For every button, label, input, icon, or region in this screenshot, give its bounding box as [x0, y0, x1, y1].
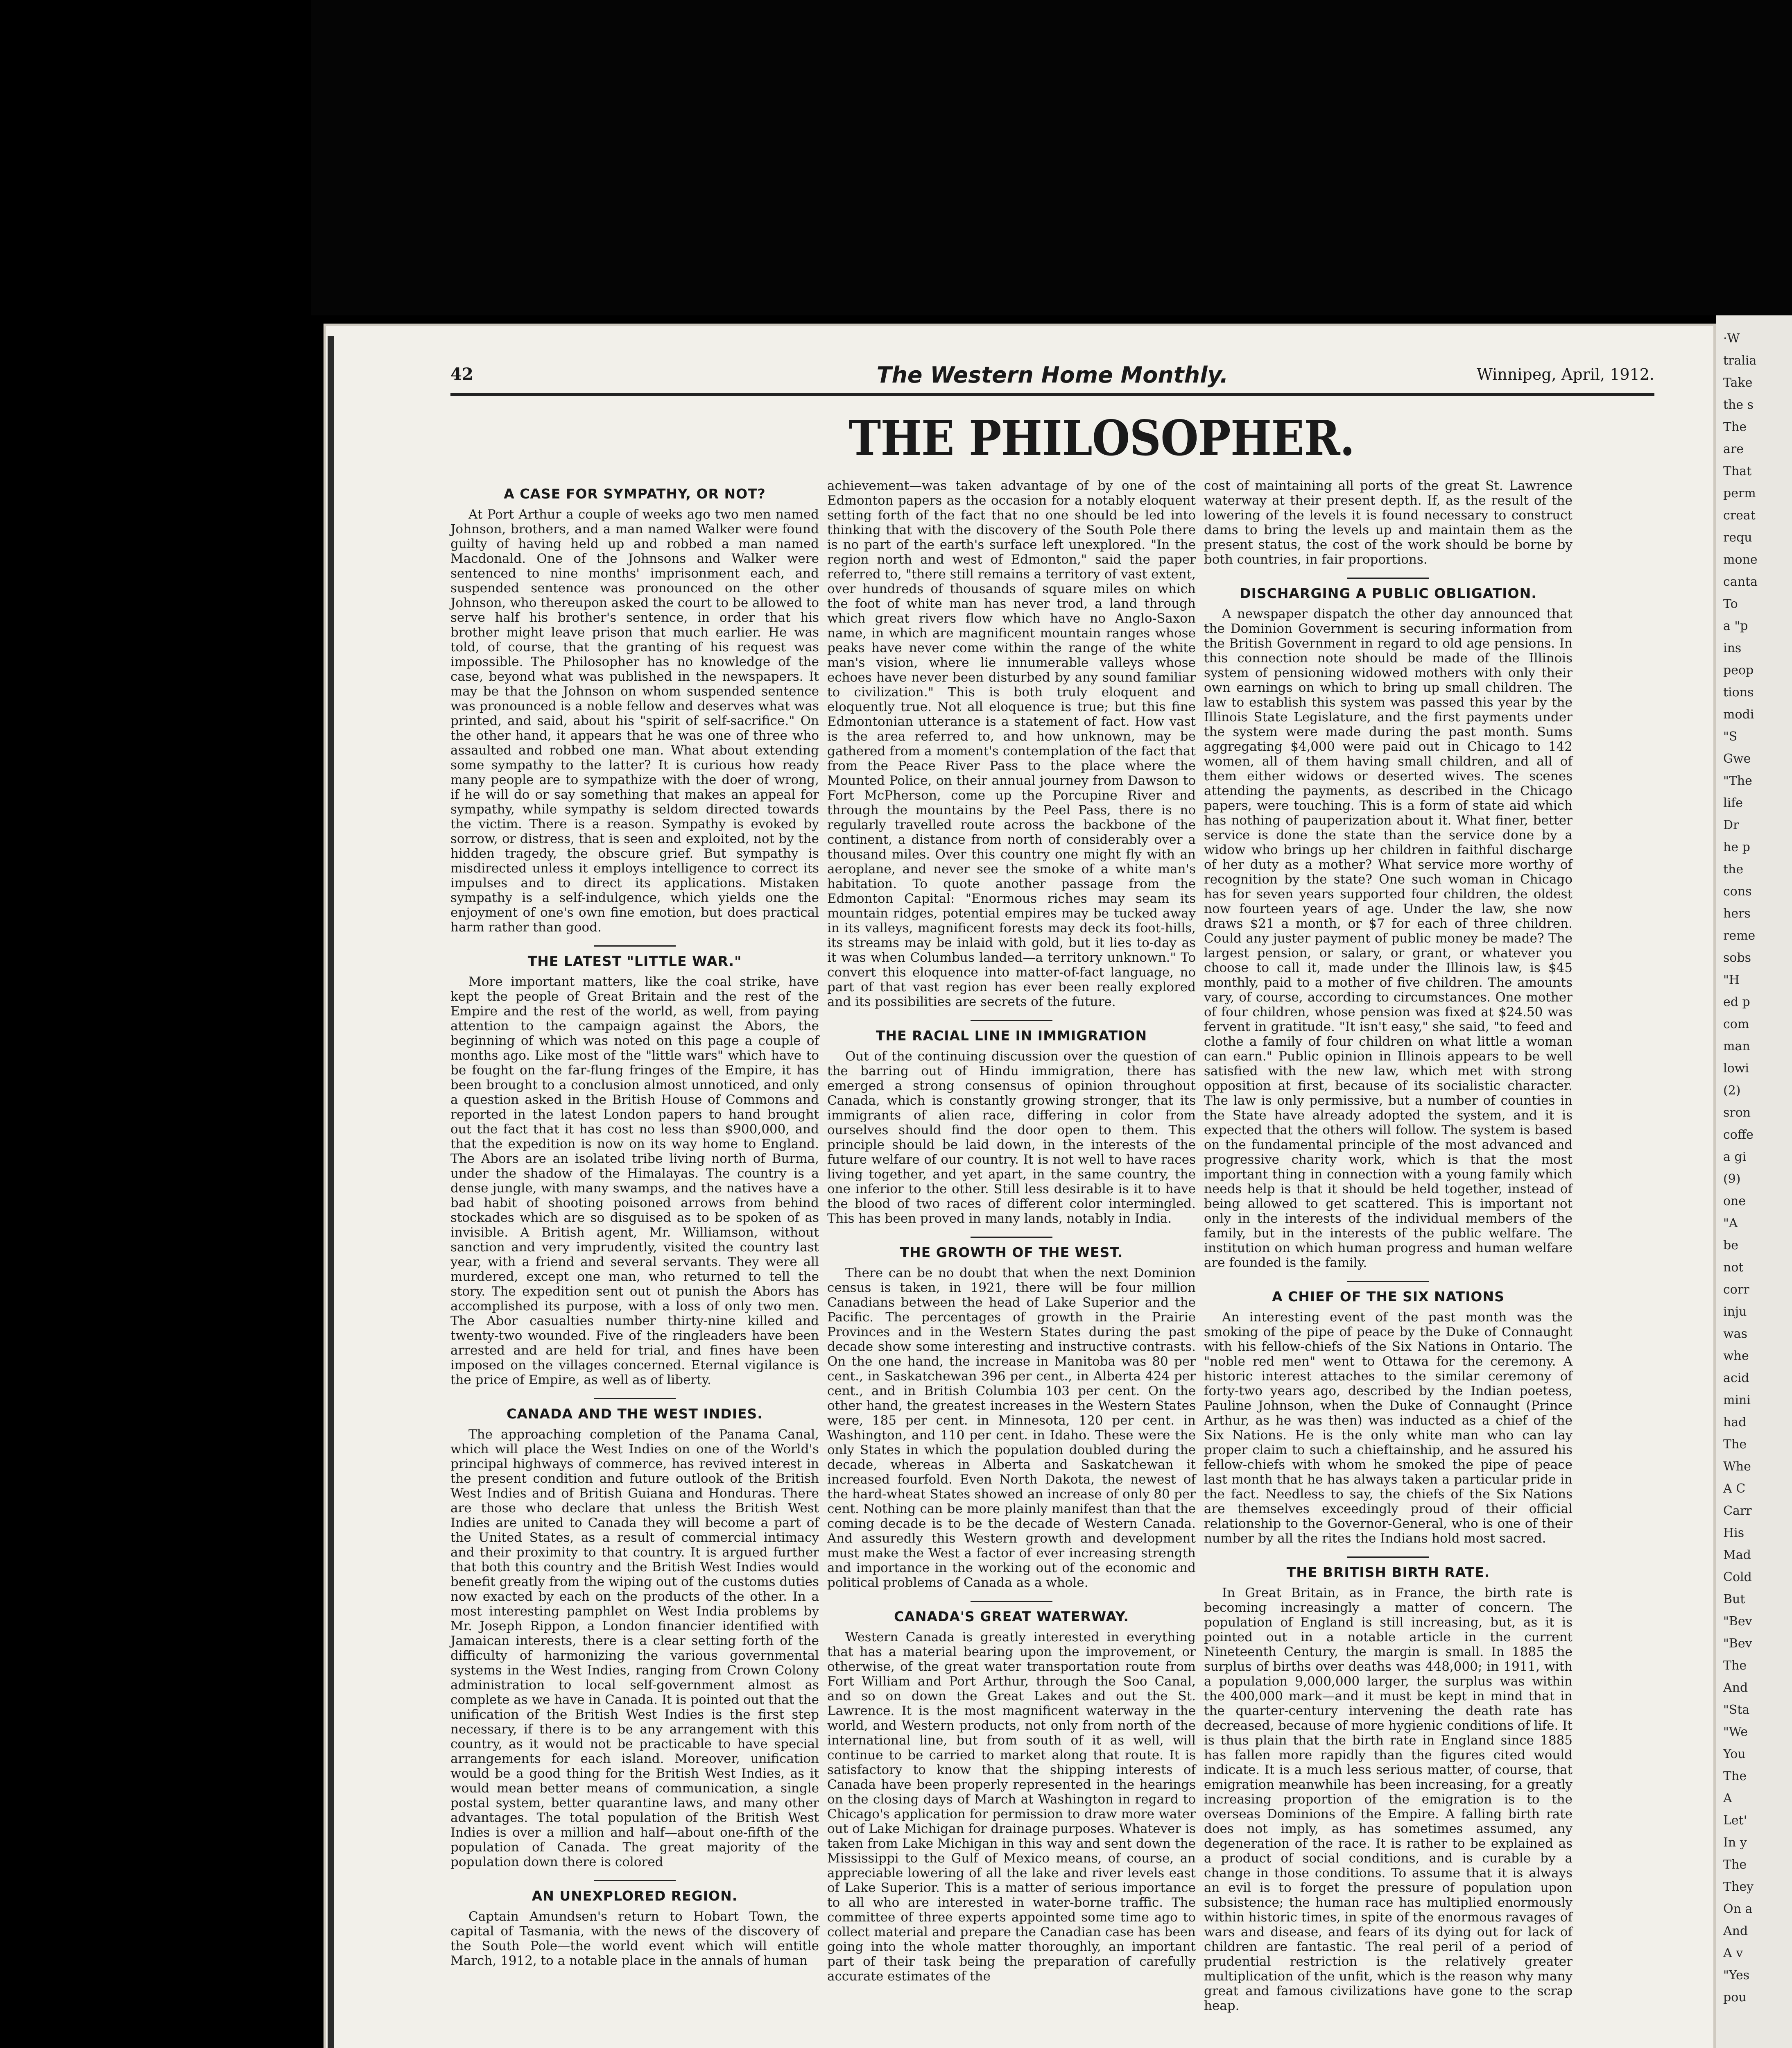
section-rule	[971, 1237, 1052, 1238]
adjacent-text-fragment: inju	[1723, 1305, 1747, 1319]
adjacent-text-fragment: The	[1723, 1658, 1747, 1673]
adjacent-text-fragment: not	[1723, 1260, 1744, 1275]
section-rule	[594, 1880, 676, 1881]
adjacent-page-fragment	[1716, 315, 1792, 2048]
adjacent-text-fragment: the s	[1723, 398, 1754, 412]
adjacent-text-fragment: corr	[1723, 1282, 1749, 1297]
section-rule	[1347, 578, 1429, 579]
adjacent-text-fragment: The	[1723, 1769, 1747, 1783]
section-rule	[594, 1398, 676, 1399]
adjacent-text-fragment: Dr	[1723, 818, 1739, 832]
issue-date: Winnipeg, April, 1912.	[1476, 365, 1654, 383]
adjacent-text-fragment: com	[1723, 1017, 1749, 1031]
adjacent-text-fragment: Gwe	[1723, 752, 1751, 766]
section-heading: AN UNEXPLORED REGION.	[532, 1888, 738, 1904]
adjacent-text-fragment: His	[1723, 1526, 1744, 1540]
adjacent-text-fragment: "We	[1723, 1725, 1748, 1739]
adjacent-text-fragment: be	[1723, 1238, 1738, 1253]
article-paragraph: More important matters, like the coal strike, have kept the people of Great Britain and the rest of the Empire and the rest of the world, as well, from paying attention to the campaign against the Abors, the beginning of which was noted on this page a couple of months ago. Like most of the "little wars" which have to be fought on the far-flung fringes of the Empire, it has been brought to a conclusion almost unnoticed, and only a question asked in the British House of Commons and reported in the latest London papers to hand brought out the fact that it has cost no less than $900,000, and that the expedition is now on its way home to England. The Abors are an isolated tribe living north of Burma, under the shadow of the Himalayas. The country is a dense jungle, with many swamps, and the natives have a bad habit of shooting poisoned arrows from behind stockades which are so disguised as to be spoken of as invisible. A British agent, Mr. Williamson, without sanction and very imprudently, visited the country last year, with a friend and several servants. They were all murdered, except one man, who returned to tell the story. The expedition sent out ot punish the Abors has accomplished its purpose, with a loss of only two men. The Abor casualties number thirty-nine killed and twenty-two wounded. Five of the ringleaders have been arrested and are held for trial, and fines have been imposed on the villages concerned. Eternal vigilance is the price of Empire, as well as of liberty.	[450, 974, 819, 1387]
article-paragraph: In Great Britain, as in France, the birth rate is becoming increasingly a matter of concern. The population of England is still increasing, but, as it is pointed out in a notable article in the current Nineteenth Century, the margin is small. In 1885 the surplus of births over deaths was 448,000; in 1911, with a population 9,000,000 larger, the surplus was within the 400,000 mark—and it must be kept in mind that in the quarter-century intervening the death rate has decreased, because of more hygienic conditions of life. It is thus plain that the birth rate in England since 1885 has fallen more rapidly than the figures cited would indicate. It is a much less serious matter, of course, that emigration meanwhile has been increasing, for a greatly increasing proportion of the emigration is to the overseas Dominions of the Empire. A falling birth rate does not imply, as has sometimes assumed, any degeneration of the race. It is rather to be explained as a product of social conditions, and is curable by a change in those conditions. To assume that it is always an evil is to forget the pressure of population upon subsistence; the human race has multiplied enormously within historic times, in spite of the enormous ravages of wars and disease, and fears of its dying out for lack of children are fantastic. The real peril of a period of prudential restriction is the relatively greater multiplication of the unfit, which is the reason why many great and famous civilizations have gone to the scrap heap.	[1204, 1586, 1573, 2013]
adjacent-text-fragment: A	[1723, 1791, 1732, 1806]
article-paragraph: An interesting event of the past month was the smoking of the pipe of peace by the Duke of Connaught with his fellow-chiefs of the Six Nations in Ontario. The "noble red men" went to Ottawa for the ceremony. A historic interest attaches to the similar ceremony of forty-two years ago, described by the Indian poetess, Pauline Johnson, when the Duke of Connaught (Prince Arthur, as he was then) was inducted as a chief of the Six Nations. He is the only white man who can lay proper claim to such a chieftainship, and he assured his fellow-chiefs with whom he smoked the pipe of peace last month that he has always taken a particular pride in the fact. Needless to say, the chiefs of the Six Nations are themselves exceedingly proud of their official relationship to the Governor-General, who is one of their number by all the rites the Indians hold most sacred.	[1204, 1310, 1573, 1546]
column-1	[450, 479, 819, 1968]
article-paragraph: achievement—was taken advantage of by one of the Edmonton papers as the occasion for a notably eloquent setting forth of the fact that no one should be led into thinking that with the discovery of the South Pole there is no part of the earth's surface left unexplored. "In the region north and west of Edmonton," said the paper referred to, "there still remains a territory of vast extent, over hundreds of thousands of square miles on which the foot of white man has never trod, a land through which great rivers flow which have no Anglo-Saxon name, in which are magnificent mountain ranges whose peaks have never come within the range of the white man's vision, where lie innumerable valleys whose echoes have never been disturbed by any sound familiar to civilization." This is both truly eloquent and eloquently true. Not all eloquence is true; but this fine Edmontonian utterance is a statement of fact. How vast is the area referred to, and how unknown, may be gathered from a moment's contemplation of the fact that from the Peace River Pass to the place where the Mounted Police, on their annual journey from Dawson to Fort McPherson, come up the Porcupine River and through the mountains by the Peel Pass, there is no regularly travelled route across the backbone of the continent, a distance from north of considerably over a thousand miles. Over this country one might fly with an aeroplane, and never see the smoke of a white man's habitation. To quote another passage from the Edmonton Capital: "Enormous riches may seam its mountain ridges, potential empires may be tucked away in its valleys, magnificent forests may deck its foot-hills, its streams may be inlaid with gold, but it lies to-day as it was when Columbus landed—a territory unknown." To convert this eloquence into matter-of-fact language, no part of that vast region has ever been really explored and its possibilities are secrets of the future.	[827, 478, 1196, 1009]
article-paragraph: At Port Arthur a couple of weeks ago two men named Johnson, brothers, and a man named Walker were found guilty of having held up and robbed a man named Macdonald. One of the Johnsons and Walker were sentenced to nine months' imprisonment each, and suspended sentence was pronounced on the other Johnson, who thereupon asked the court to be allowed to serve half his brother's sentence, in order that his brother might leave prison that much earlier. He was told, of course, that the granting of his request was impossible. The Philosopher has no knowledge of the case, beyond what was published in the newspapers. It may be that the Johnson on whom suspended sentence was pronounced is a noble fellow and deserves what was printed, and said, about his "spirit of self-sacrifice." On the other hand, it appears that he was one of three who assaulted and robbed one man. What about extending some sympathy to the latter? It is curious how ready many people are to sympathize with the doer of wrong, if he will do or say something that makes an appeal for sympathy, while sympathy is seldom directed towards the victim. There is a reason. Sympathy is evoked by sorrow, or distress, that is seen and exploited, not by the hidden tragedy, the obscure grief. But sympathy is misdirected unless it employs intelligence to correct its impulses and to direct its applications. Mistaken sympathy is a self-indulgence, which yields one the enjoyment of one's own fine emotion, but does practical harm rather than good.	[450, 507, 819, 935]
adjacent-text-fragment: ins	[1723, 641, 1742, 655]
adjacent-text-fragment: Mad	[1723, 1548, 1751, 1562]
adjacent-text-fragment: sobs	[1723, 951, 1751, 965]
adjacent-text-fragment: Cold	[1723, 1570, 1752, 1584]
adjacent-text-fragment: whe	[1723, 1349, 1749, 1363]
adjacent-text-fragment: a "p	[1723, 619, 1748, 633]
article-paragraph: Western Canada is greatly interested in everything that has a material bearing upon the improvement, or otherwise, of the great water transportation route from Fort William and Port Arthur, through the Soo Canal, and so on down the Great Lakes and out the St. Lawrence. It is the most magnificent waterway in the world, and Western products, not only from north of the international line, but from south of it as well, will continue to be carried to market along that route. It is satisfactory to know that the shipping interests of Canada have been properly represented in the hearings on the closing days of March at Washington in regard to Chicago's application for permission to draw more water out of Lake Michigan for drainage purposes. Whatever is taken from Lake Michigan in this way and sent down the Mississippi to the Gulf of Mexico means, of course, an appreciable lowering of all the lake and river levels east of Lake Superior. This is a matter of serious importance to all who are interested in water-borne traffic. The committee of three experts appointed some time ago to collect material and prepare the Canadian case has been going into the whole matter thoroughly, an important part of their task being the preparation of carefully accurate estimates of the	[827, 1630, 1196, 1984]
adjacent-text-fragment: acid	[1723, 1371, 1749, 1385]
section-heading: THE RACIAL LINE IN IMMIGRATION	[876, 1028, 1147, 1044]
adjacent-text-fragment: That	[1723, 464, 1752, 478]
adjacent-text-fragment: (2)	[1723, 1083, 1741, 1098]
adjacent-text-fragment: Whe	[1723, 1459, 1751, 1474]
adjacent-text-fragment: was	[1723, 1327, 1747, 1341]
column-2	[827, 478, 1196, 1984]
adjacent-text-fragment: a gi	[1723, 1150, 1747, 1164]
article-paragraph: cost of maintaining all ports of the great St. Lawrence waterway at their present depth. If, as the result of the lowering of the levels it is found necessary to construct dams to bring the levels up and maintain them as the present status, the cost of the work should be borne by both countries, in fair proportions.	[1204, 478, 1573, 567]
adjacent-text-fragment: Take	[1723, 376, 1753, 390]
page-title: THE PHILOSOPHER.	[848, 410, 1355, 467]
adjacent-text-fragment: modi	[1723, 707, 1754, 722]
adjacent-text-fragment: requ	[1723, 530, 1752, 545]
adjacent-text-fragment: "Bev	[1723, 1614, 1752, 1629]
adjacent-text-fragment: Carr	[1723, 1504, 1752, 1518]
adjacent-text-fragment: perm	[1723, 486, 1756, 501]
section-heading: DISCHARGING A PUBLIC OBLIGATION.	[1240, 585, 1537, 601]
section-rule	[971, 1601, 1052, 1602]
section-heading: THE LATEST "LITTLE WAR."	[527, 953, 742, 969]
adjacent-text-fragment: sron	[1723, 1106, 1751, 1120]
section-heading: THE BRITISH BIRTH RATE.	[1286, 1564, 1490, 1580]
masthead: The Western Home Monthly.	[876, 362, 1229, 388]
adjacent-text-fragment: (9)	[1723, 1172, 1741, 1186]
section-heading: THE GROWTH OF THE WEST.	[900, 1244, 1123, 1260]
adjacent-text-fragment: are	[1723, 442, 1744, 456]
adjacent-text-fragment: In y	[1723, 1835, 1747, 1850]
adjacent-text-fragment: And	[1723, 1924, 1748, 1938]
article-paragraph: A newspaper dispatch the other day announced that the Dominion Government is securing information from the British Government in regard to old age pensions. In this connection note should be made of the Illinois system of pensioning widowed mothers with only their own earnings on which to bring up small children. The law to establish this system was passed this year by the Illinois State Legislature, and the first payments under the system were made during the past month. Sums aggregating $4,000 were paid out in Chicago to 142 women, all of them having small children, and all of them either widows or deserted wives. The scenes attending the payments, as described in the Chicago papers, were touching. This is a form of state aid which has nothing of pauperization about it. What finer, better service is done the state than the service done by a widow who brings up her children in faithful discharge of her duty as a mother? What service more worthy of recognition by the state? One such woman in Chicago has for seven years supported four children, the oldest now fourteen years of age. Under the law, she now draws $21 a month, or $7 for each of three children. Could any juster payment of public money be made? The largest pension, or salary, or grant, or whatever you choose to call it, made under the Illinois law, is $45 monthly, paid to a mother of five children. The amounts vary, of course, according to circumstances. One mother of four children, whose pension was fixed at $24.50 was fervent in gratitude. "It isn't easy," she said, "to feed and clothe a family of four children on what little a woman can earn." Public opinion in Illinois appears to be well satisfied with the new law, which met with strong opposition at first, because of its socialistic character. The law is only permissive, but a number of counties in the State have already adopted the system, and it is expected that the others will follow. The system is based on the fundamental principle of the most advanced and progressive charity work, which is that the most important thing in connection with a young family which needs help is that it should be held together, instead of being allowed to get scattered. This is important not only in the interests of the individual members of the family, but in the interests of the public welfare. The institution on which human progress and human welfare are founded is the family.	[1204, 607, 1573, 1270]
adjacent-text-fragment: reme	[1723, 929, 1756, 943]
adjacent-text-fragment: mone	[1723, 553, 1758, 567]
article-paragraph: Out of the continuing discussion over the question of the barring out of Hindu immigration, there has emerged a strong consensus of opinion throughout Canada, which is constantly growing stronger, that its immigrants of alien race, differing in color from ourselves should find the door open to them. This principle should be laid down, in the interests of the future welfare of our country. It is not well to have races living together, and yet apart, in the same country, the one inferior to the other. Still less desirable is it to have the blood of two races of different color intermingled. This has been proved in many lands, notably in India.	[827, 1049, 1196, 1226]
adjacent-text-fragment: "Yes	[1723, 1968, 1750, 1982]
section-heading: CANADA AND THE WEST INDIES.	[507, 1406, 763, 1422]
adjacent-text-fragment: "A	[1723, 1216, 1738, 1230]
adjacent-text-fragment: life	[1723, 796, 1743, 810]
adjacent-text-fragment: pou	[1723, 1990, 1747, 2005]
adjacent-text-fragment: cons	[1723, 884, 1752, 899]
adjacent-text-fragment: A v	[1723, 1946, 1743, 1960]
section-rule	[971, 1020, 1052, 1021]
adjacent-text-fragment: creat	[1723, 508, 1756, 523]
microfilm-margin	[311, 0, 1792, 315]
adjacent-text-fragment: coffe	[1723, 1128, 1754, 1142]
adjacent-text-fragment: canta	[1723, 575, 1758, 589]
adjacent-text-fragment: had	[1723, 1415, 1747, 1430]
adjacent-text-fragment: The	[1723, 1437, 1747, 1452]
adjacent-text-fragment: ed p	[1723, 995, 1750, 1009]
section-rule	[1347, 1556, 1429, 1558]
article-paragraph: There can be no doubt that when the next Dominion census is taken, in 1921, there will be four million Canadians between the head of Lake Superior and the Pacific. The percentages of growth in the Prairie Provinces and in the Western States during the past decade show some interesting and instructive contrasts. On the one hand, the increase in Manitoba was 80 per cent., in Saskatchewan 396 per cent., in Alberta 424 per cent., and in British Columbia 103 per cent. On the other hand, the greatest increases in the Western States were, 185 per cent. in Minnesota, 120 per cent. in Washington, and 110 per cent. in Idaho. These were the only States in which the population doubled during the decade, whereas in Alberta and Saskatchewan it increased fourfold. Even North Dakota, the newest of the hard-wheat States showed an increase of only 80 per cent. Nothing can be more plainly manifest than that the coming decade is to be the decade of Western Canada. And assuredly this Western growth and development must make the West a factor of ever increasing strength and importance in the working out of the economic and political problems of Canada as a whole.	[827, 1266, 1196, 1590]
adjacent-text-fragment: You	[1723, 1747, 1746, 1761]
adjacent-text-fragment: peop	[1723, 663, 1754, 677]
adjacent-text-fragment: ·W	[1723, 331, 1740, 346]
adjacent-text-fragment: "H	[1723, 973, 1740, 987]
adjacent-text-fragment: lowi	[1723, 1061, 1749, 1076]
column-3	[1204, 478, 1573, 2013]
adjacent-text-fragment: tions	[1723, 685, 1754, 700]
adjacent-text-fragment: And	[1723, 1681, 1748, 1695]
adjacent-text-fragment: one	[1723, 1194, 1746, 1208]
adjacent-text-fragment: The	[1723, 420, 1747, 434]
adjacent-text-fragment: To	[1723, 597, 1738, 611]
adjacent-text-fragment: "S	[1723, 729, 1738, 744]
adjacent-text-fragment: man	[1723, 1039, 1750, 1053]
adjacent-text-fragment: A C	[1723, 1482, 1746, 1496]
article-paragraph: The approaching completion of the Panama Canal, which will place the West Indies on one of the World's principal highways of commerce, has revived interest in the present condition and future outlook of the British West Indies and of British Guiana and Honduras. There are those who declare that unless the British West Indies are united to Canada they will become a part of the United States, as a result of commercial intimacy and their proximity to that country. It is argued further that both this country and the British West Indies would benefit greatly from the wiping out of the customs duties now exacted by each on the products of the other. In a most interesting pamphlet on West India problems by Mr. Joseph Rippon, a London financier identified with Jamaican interests, there is a clear setting forth of the difficulty of harmonizing the various governmental systems in the West Indies, ranging from Crown Colony administration to local self-government almost as complete as we have in Canada. It is pointed out that the unification of the British West Indies is the first step necessary, if there is to be any arrangement with this country, as it would not be practicable to have special arrangements for each island. Moreover, unification would be a good thing for the British West Indies, as it would mean better means of communication, a single postal system, better quarantine laws, and many other advantages. The total population of the British West Indies is over a million and half—about one-fifth of the population of Canada. The great majority of the population down there is colored	[450, 1427, 819, 1869]
adjacent-text-fragment: hers	[1723, 906, 1751, 921]
adjacent-text-fragment: The	[1723, 1858, 1747, 1872]
adjacent-text-fragment: But	[1723, 1592, 1745, 1606]
section-heading: A CHIEF OF THE SIX NATIONS	[1272, 1289, 1505, 1305]
adjacent-text-fragment: "The	[1723, 774, 1752, 788]
page-header	[450, 362, 1654, 396]
adjacent-text-fragment: the	[1723, 862, 1744, 877]
adjacent-text-fragment: Let'	[1723, 1813, 1747, 1828]
section-rule	[594, 945, 676, 947]
section-rule	[1347, 1281, 1429, 1282]
adjacent-text-fragment: he p	[1723, 840, 1750, 854]
page-gutter-shadow	[328, 336, 334, 2048]
adjacent-text-fragment: On a	[1723, 1902, 1753, 1916]
adjacent-text-fragment: mini	[1723, 1393, 1751, 1407]
adjacent-text-fragment: They	[1723, 1880, 1754, 1894]
article-paragraph: Captain Amundsen's return to Hobart Town, the capital of Tasmania, with the news of the discovery of the South Pole—the world event which will entitle March, 1912, to a notable place in the annals of human	[450, 1909, 819, 1968]
newspaper-page	[324, 324, 1716, 2048]
adjacent-text-fragment: "Sta	[1723, 1703, 1750, 1717]
adjacent-text-fragment: "Bev	[1723, 1636, 1752, 1651]
section-heading: A CASE FOR SYMPATHY, OR NOT?	[504, 486, 766, 502]
section-heading: CANADA'S GREAT WATERWAY.	[894, 1608, 1129, 1624]
adjacent-text-fragment: tralia	[1723, 353, 1757, 368]
page-number: 42	[450, 365, 473, 384]
